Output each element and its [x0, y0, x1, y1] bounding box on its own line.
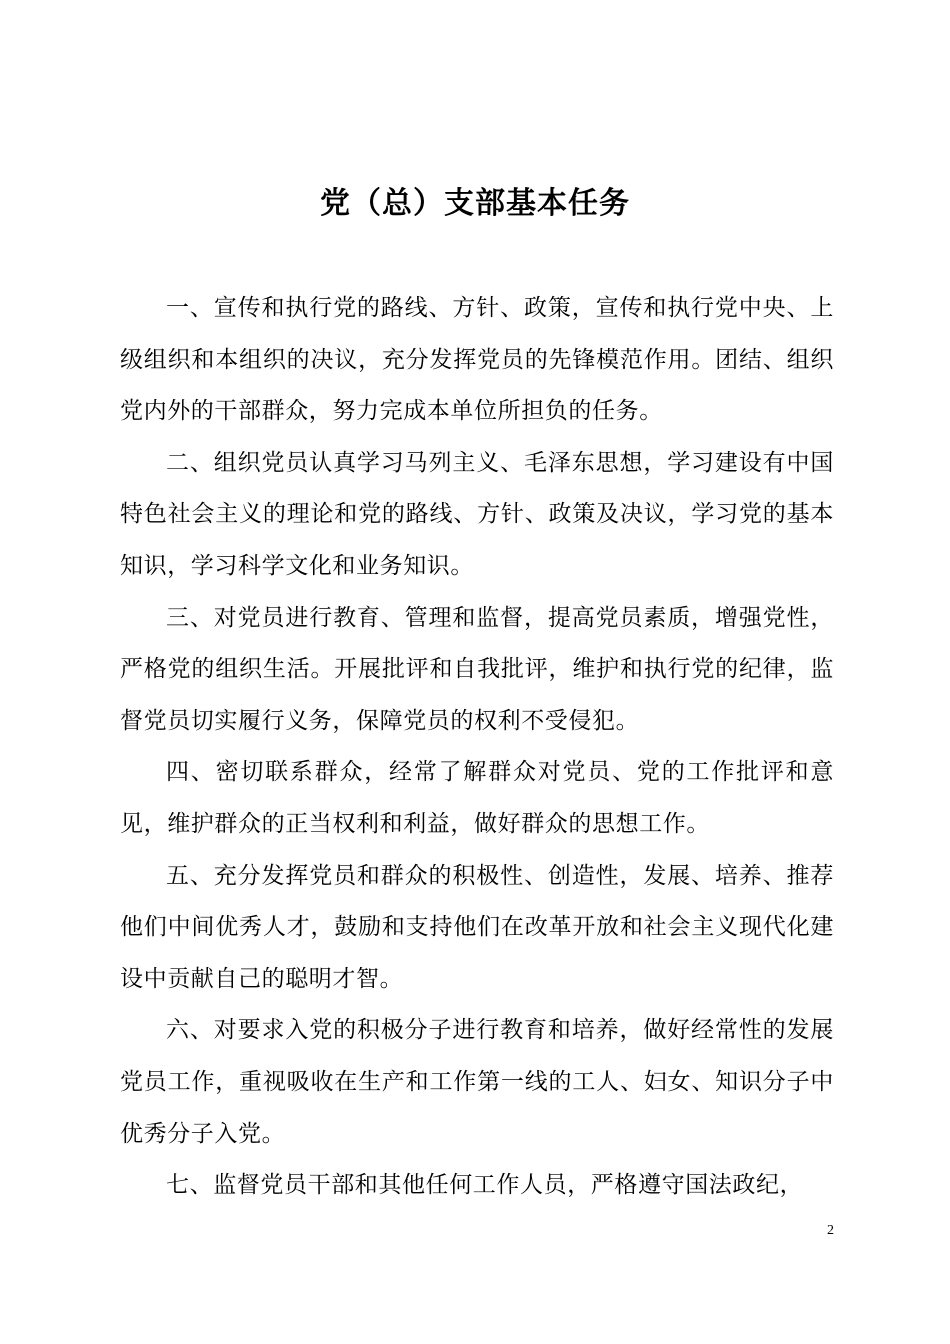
page-title: 党（总）支部基本任务: [320, 186, 630, 221]
paragraph-2: 二、组织党员认真学习马列主义、毛泽东思想，学习建设有中国特色社会主义的理论和党的路线、方针、政策及决议，学习党的基本知识，学习科学文化和业务知识。: [120, 449, 834, 579]
document-body: [120, 283, 834, 1212]
page-number: 2: [827, 1223, 834, 1238]
paragraph-7: 七、监督党员干部和其他任何工作人员，严格遵守国法政纪，: [166, 1172, 804, 1199]
paragraph-3: 三、对党员进行教育、管理和监督，提高党员素质，增强党性，严格党的组织生活。开展批评和自我批评，维护和执行党的纪律，监督党员切实履行义务，保障党员的权利不受侵犯。: [120, 604, 834, 734]
paragraph-1: 一、宣传和执行党的路线、方针、政策，宣传和执行党中央、上级组织和本组织的决议，充分发挥党员的先锋模范作用。团结、组织党内外的干部群众，努力完成本单位所担负的任务。: [120, 295, 834, 425]
paragraph-5: 五、充分发挥党员和群众的积极性、创造性，发展、培养、推荐他们中间优秀人才，鼓励和支持他们在改革开放和社会主义现代化建设中贡献自己的聪明才智。: [120, 862, 834, 992]
paragraph-6: 六、对要求入党的积极分子进行教育和培养，做好经常性的发展党员工作，重视吸收在生产和工作第一线的工人、妇女、知识分子中优秀分子入党。: [120, 1017, 834, 1147]
paragraph-4: 四、密切联系群众，经常了解群众对党员、党的工作批评和意见，维护群众的正当权利和利益，做好群众的思想工作。: [120, 759, 834, 837]
